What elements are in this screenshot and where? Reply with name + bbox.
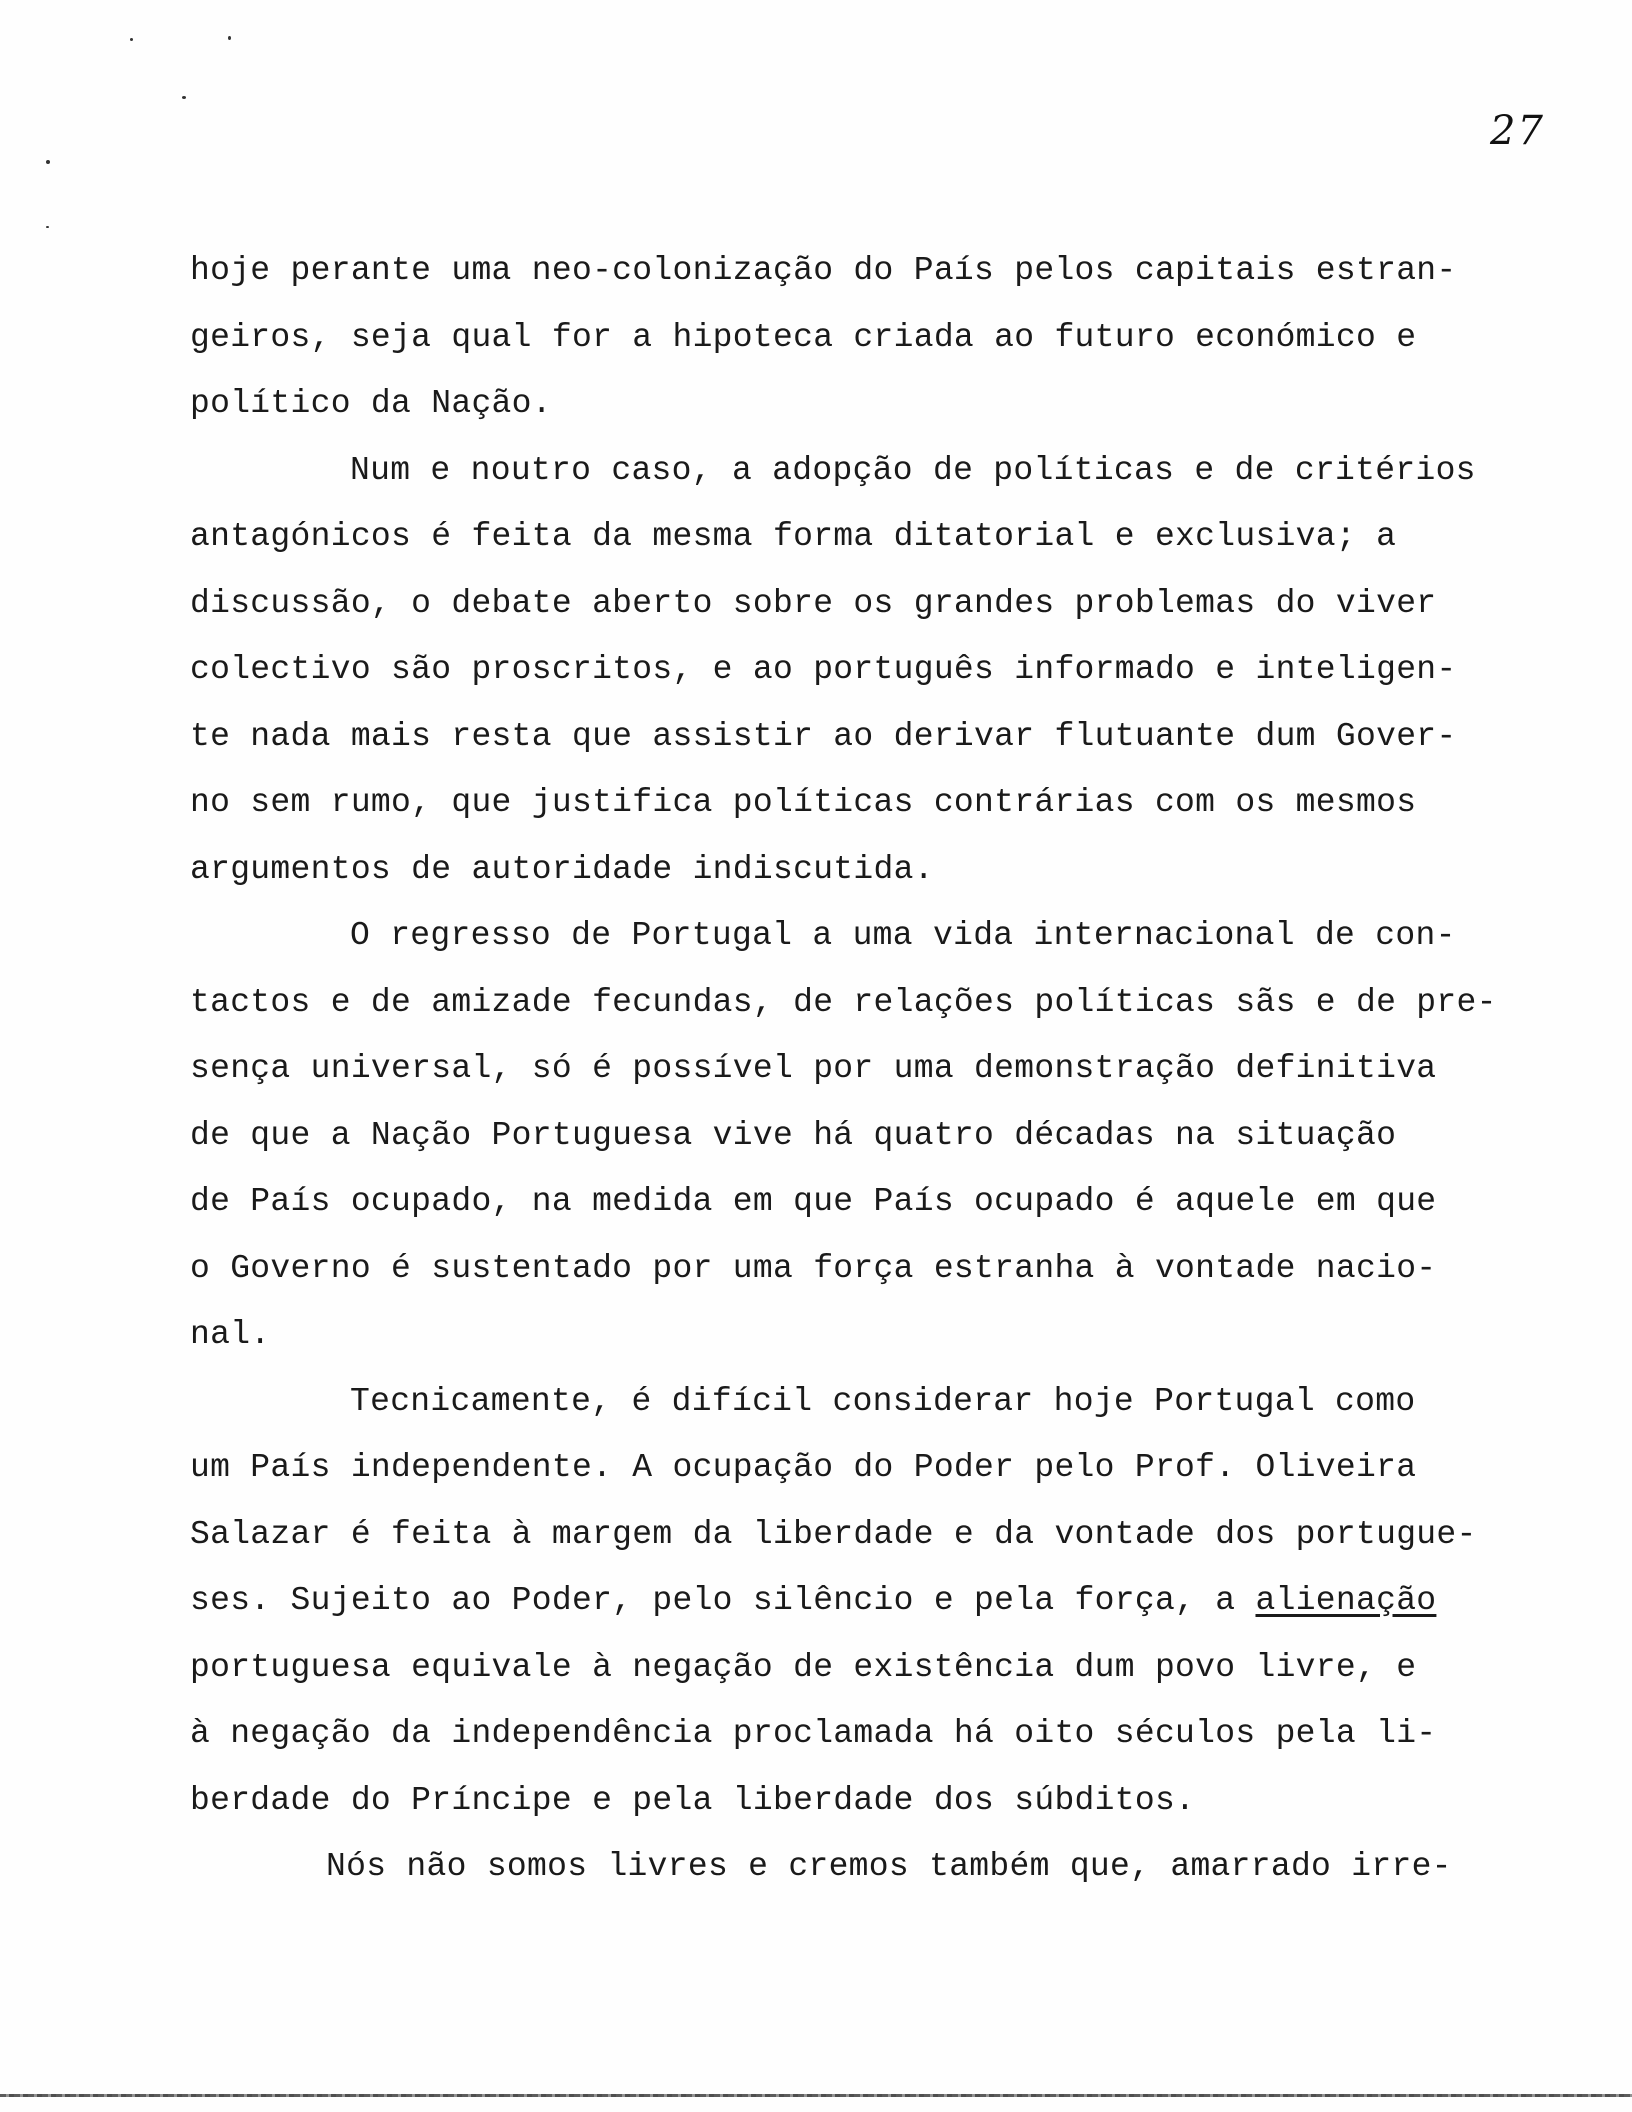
page-number: 27	[1490, 108, 1545, 154]
scan-edge-rule	[0, 2094, 1632, 2097]
scan-speck	[228, 36, 231, 40]
text-line: sença universal, só é possível por uma demonstração definitiva	[190, 1050, 1437, 1087]
text-line: portuguesa equivale à negação de existência dum povo livre, e	[190, 1648, 1417, 1686]
text-line: te nada mais resta que assistir ao derivar flutuante dum Gover-	[190, 717, 1457, 755]
text-line: Tecnicamente, é difícil considerar hoje Portugal como	[350, 1382, 1416, 1420]
text-line: nal.	[190, 1316, 271, 1353]
typewritten-body	[190, 238, 1497, 1901]
scan-speck	[182, 96, 186, 99]
text-line: tactos e de amizade fecundas, de relações políticas sãs e de pre-	[190, 983, 1497, 1021]
text-line: no sem rumo, que justifica políticas contrárias com os mesmos	[190, 784, 1417, 821]
underlined-word: alienação	[1255, 1582, 1437, 1619]
scan-speck	[46, 160, 50, 164]
text-line: de que a Nação Portuguesa vive há quatro décadas na situação	[190, 1116, 1397, 1154]
text-line: argumentos de autoridade indiscutida.	[190, 850, 934, 888]
text-line: geiros, seja qual for a hipoteca criada ao futuro económico e	[190, 318, 1417, 356]
text-line: à negação da independência proclamada há oito séculos pela li-	[190, 1715, 1437, 1752]
text-line: político da Nação.	[190, 385, 552, 422]
text-line: Salazar é feita à margem da liberdade e da vontade dos portugue-	[190, 1515, 1477, 1553]
text-line: berdade do Príncipe e pela liberdade dos súbditos.	[190, 1781, 1196, 1819]
text-line: Num e noutro caso, a adopção de políticas e de critérios	[350, 451, 1476, 489]
text-line: o Governo é sustentado por uma força estranha à vontade nacio-	[190, 1249, 1437, 1287]
text-line: de País ocupado, na medida em que País ocupado é aquele em que	[190, 1183, 1437, 1220]
text-line: discussão, o debate aberto sobre os grandes problemas do viver	[190, 584, 1437, 622]
text-line: Nós não somos livres e cremos também que, amarrado irre-	[326, 1848, 1452, 1885]
text-line: um País independente. A ocupação do Poder pelo Prof. Oliveira	[190, 1449, 1417, 1486]
text-line: O regresso de Portugal a uma vida internacional de con-	[350, 917, 1456, 954]
text-line: antagónicos é feita da mesma forma ditatorial e exclusiva; a	[190, 518, 1397, 555]
text-line: colectivo são proscritos, e ao português informado e inteligen-	[190, 651, 1457, 688]
scan-speck	[130, 38, 133, 41]
text-line: hoje perante uma neo-colonização do País pelos capitais estran-	[190, 252, 1457, 289]
text-line-with-underline: ses. Sujeito ao Poder, pelo silêncio e pela força, a alienação	[190, 1582, 1437, 1619]
scan-speck	[46, 226, 49, 228]
